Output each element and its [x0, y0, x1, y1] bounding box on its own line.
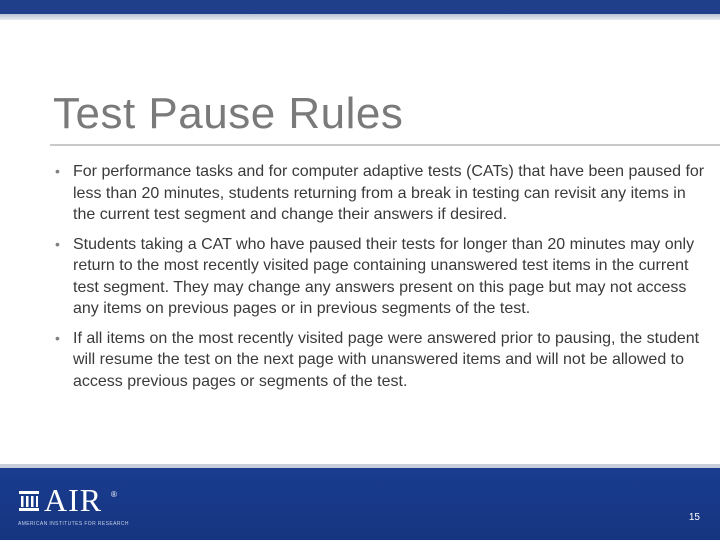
logo-wordmark: AIR: [44, 482, 103, 518]
bullet-item: [55, 328, 705, 393]
building-columns-icon: [18, 490, 40, 512]
bullet-marker: •: [55, 329, 60, 346]
bullet-text: Students taking a CAT who have paused their tests for longer than 20 minutes may only return to the most recently visited page containing unanswered test items in the current test segment. They may change any answers present on this page but may not access any items on previous pages or in previous segments of the test.: [73, 235, 695, 317]
bullet-item: [55, 234, 705, 320]
bullet-marker: •: [55, 163, 60, 179]
bullet-marker: •: [55, 235, 60, 252]
air-logo: [18, 482, 129, 530]
registered-mark: ®: [111, 490, 117, 499]
slide-title: Test Pause Rules: [53, 89, 404, 138]
title-divider: [50, 144, 720, 146]
slide-footer: [0, 468, 720, 540]
bullet-list: [55, 161, 705, 400]
page-number: 15: [688, 512, 700, 523]
bullet-item: [55, 161, 705, 226]
bullet-text: If all items on the most recently visited page were answered prior to pausing, the student will resume the test on the next page with unanswered items and will not be allowed to access previous pages or segments of the test.: [73, 329, 700, 390]
logo-tagline: AMERICAN INSTITUTES FOR RESEARCH: [18, 521, 129, 527]
bullet-text: For performance tasks and for computer adaptive tests (CATs) that have been paused for less than 20 minutes, students returning from a break in testing can revisit any items in the current test segment and change their answers if desired.: [73, 163, 705, 223]
top-accent-bar: [0, 0, 720, 14]
top-accent-shadow: [0, 14, 720, 20]
